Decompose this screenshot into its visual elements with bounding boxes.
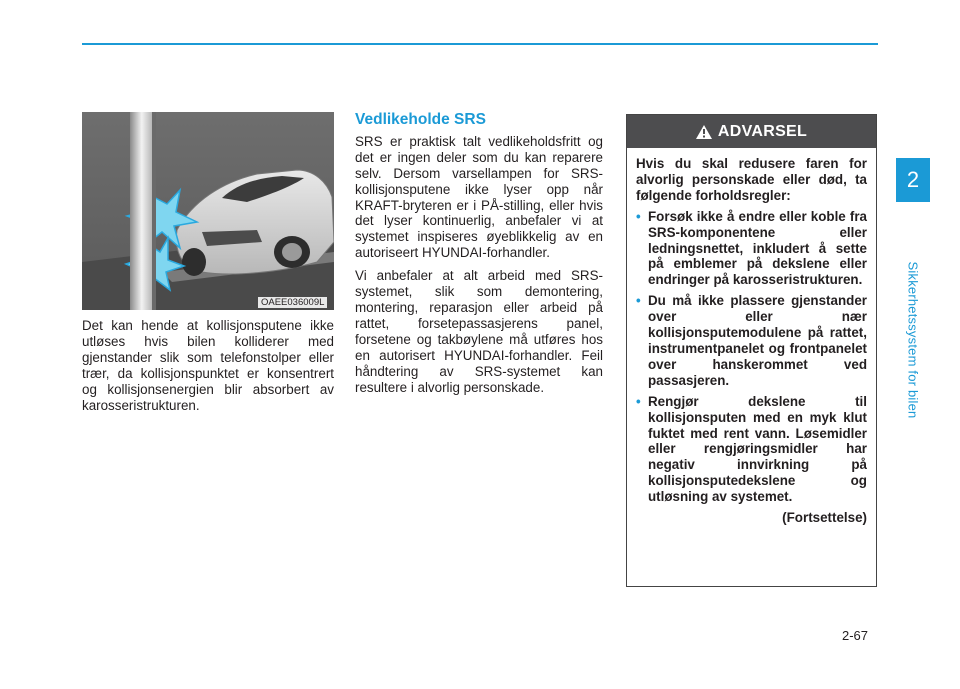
- middle-paragraph-2: Vi anbefaler at alt arbeid med SRS-systemet, slik som demontering, montering, reparasjon eller arbeid på rattet, forsetepassasjerens panel, forsetene og takbøylene må utføres hos en autorisert HYUNDAI-forhandler. Feil håndtering av SRS-systemet kan resultere i alvorlig personskade.: [355, 268, 603, 395]
- left-paragraph: Det kan hende at kollisjonsputene ikke utløses hvis bilen kolliderer med gjenstander slik som telefonstolper eller trær, da kollisjonspunktet er konsentrert og kollisjonsenergien blir absorbert av karosseristrukturen.: [82, 318, 334, 413]
- bullet-dot-icon: •: [636, 393, 641, 409]
- header-rule: [82, 43, 878, 45]
- bullet-dot-icon: •: [636, 293, 641, 309]
- bullet-dot-icon: •: [636, 208, 641, 224]
- warning-body: [627, 148, 876, 526]
- chapter-tab: 2: [896, 158, 930, 202]
- warning-title: ADVARSEL: [717, 122, 808, 140]
- chapter-label: Sikkerhetssystem for bilen: [905, 261, 921, 419]
- middle-paragraph-1: SRS er praktisk talt vedlikeholdsfritt og det er ingen deler som du kan reparere selv. Dersom varsellampen for SRS-kollisjonsputene ikke lyser opp når KRAFT-bryteren er i PÅ-stilling, eller hvis det lyser kontinuerlig, anbefaler vi at systemet inspiseres øyeblikkelig av en autoriseert HYUNDAI-forhandler.: [355, 133, 603, 261]
- collision-illustration: [82, 112, 334, 310]
- warning-bullet-1: • Forsøk ikke å endre eller koble fra SRS-komponentene eller ledningsnettet, inkludert å sette på emblemer på dekslene eller endringer på karosseristrukturen.: [636, 208, 867, 288]
- warning-list: [636, 209, 867, 505]
- section-heading: Vedlikeholde SRS: [355, 111, 486, 128]
- warning-header: [627, 115, 876, 148]
- page-number: 2-67: [842, 628, 869, 643]
- warning-triangle-icon: [696, 125, 712, 139]
- continued-note: (Fortsettelse): [782, 510, 867, 526]
- warning-bullet-3: • Rengjør dekslene til kollisjonsputen med en myk klut fuktet med rent vann. Løsemidler eller rengjøringsmidler har negativ innvirkning på kollisjonsputedekslene og utløsning av systemet.: [636, 393, 867, 505]
- left-column: [82, 318, 334, 420]
- warning-intro: Hvis du skal redusere faren for alvorlig personskade eller død, ta følgende forholdsregler:: [636, 156, 867, 203]
- middle-column: [355, 112, 603, 402]
- warning-bullet-2: • Du må ikke plassere gjenstander over eller nær kollisjonsputemodulene på rattet, instrumentpanelet og frontpanelet over hanskerommet ved passasjeren.: [636, 293, 867, 388]
- figure-caption: OAEE036009L: [258, 297, 327, 308]
- warning-box: [626, 114, 877, 587]
